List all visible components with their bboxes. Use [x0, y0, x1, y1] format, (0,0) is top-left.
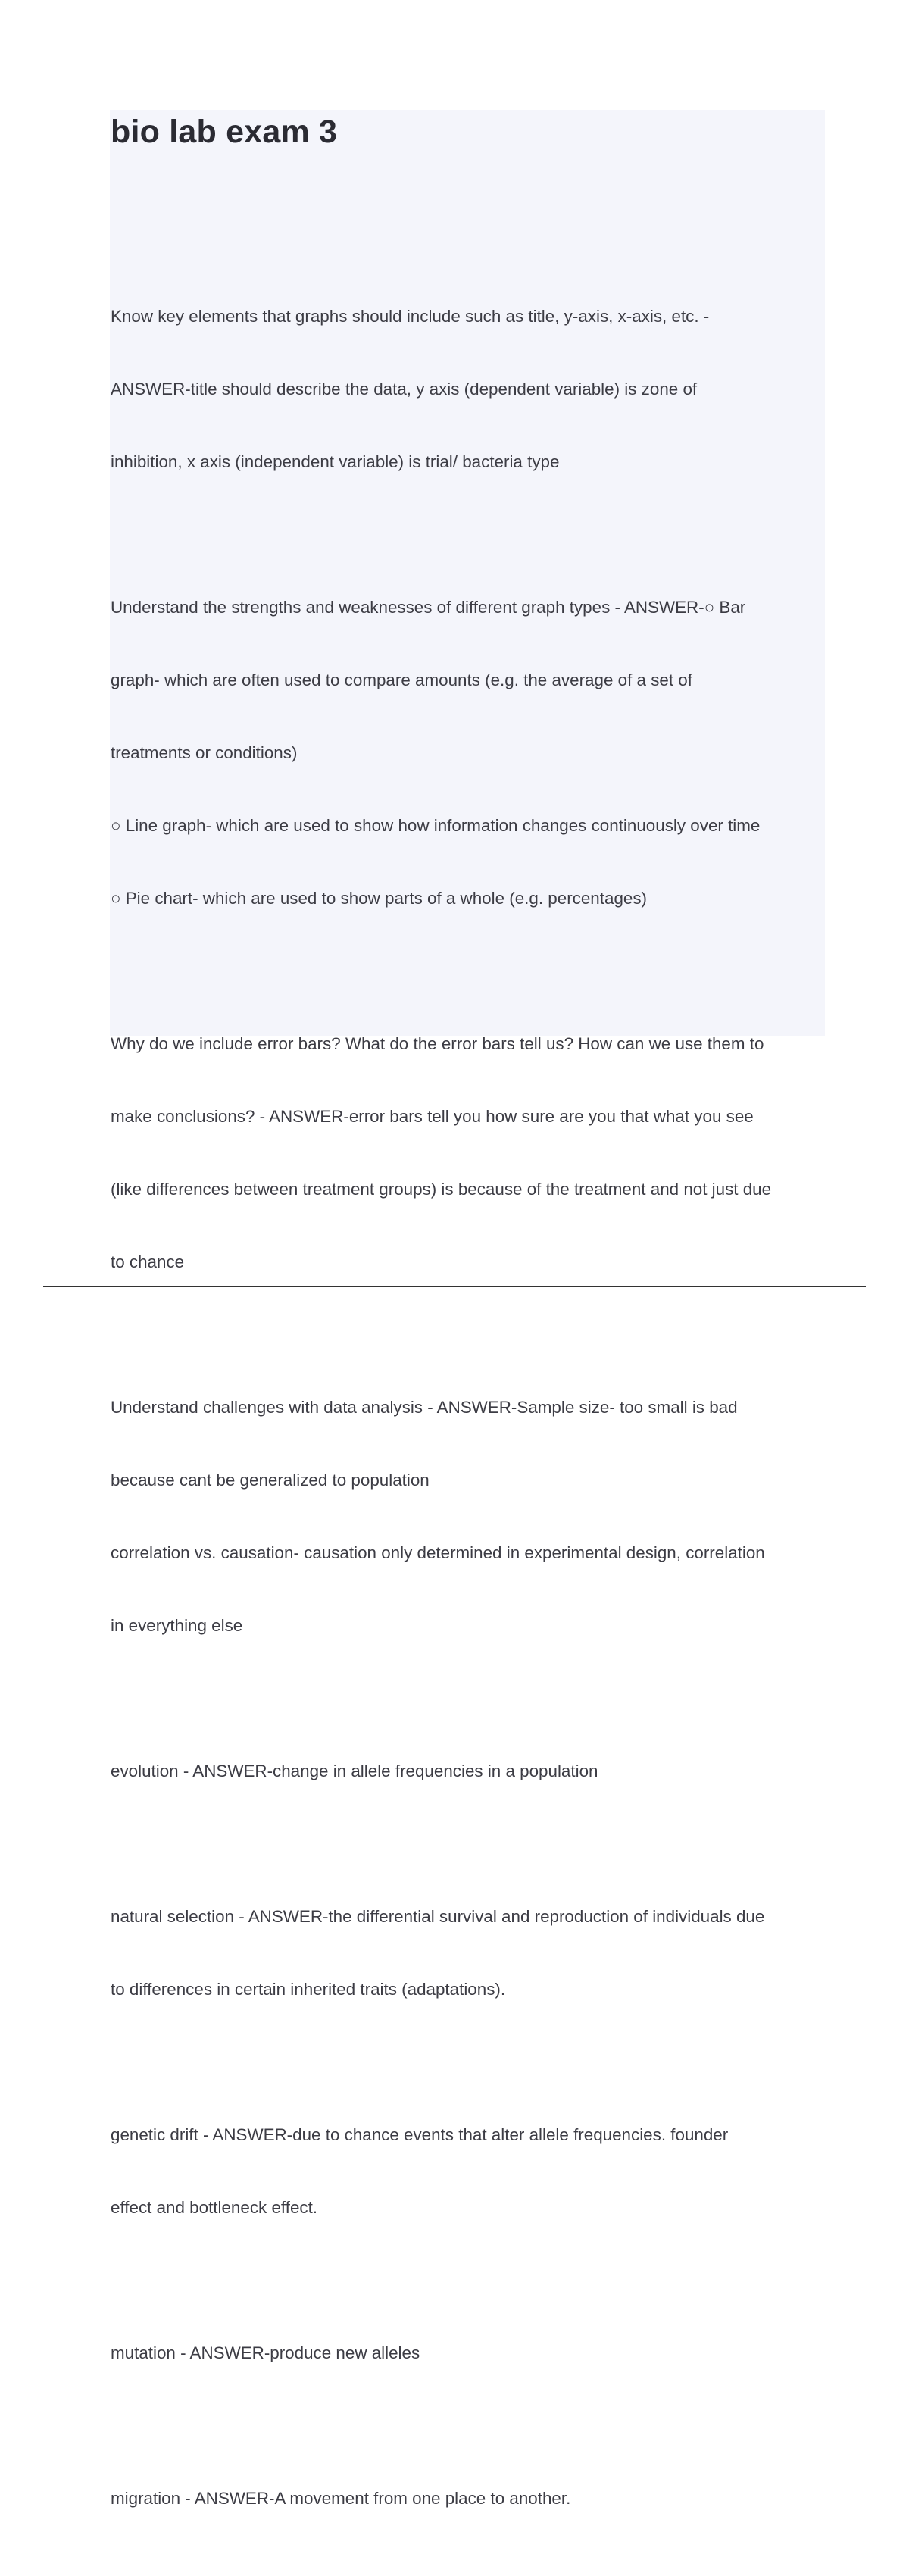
qa-list — [111, 256, 829, 2576]
qa-line: Why do we include error bars? What do the error bars tell us? How can we use them to — [111, 1034, 764, 1053]
qa-line: effect and bottleneck effect. — [111, 2198, 318, 2217]
qa-line: evolution - ANSWER-change in allele frequencies in a population — [111, 1762, 598, 1780]
qa-line: ANSWER-title should describe the data, y axis (dependent variable) is zone of — [111, 380, 698, 399]
qa-item-graph-elements — [111, 256, 829, 523]
qa-item-evolution — [111, 1711, 829, 1832]
qa-line: because cant be generalized to population — [111, 1471, 430, 1490]
qa-line: to differences in certain inherited traits (adaptations). — [111, 1980, 506, 1999]
qa-item-error-bars — [111, 983, 829, 1323]
qa-line: mutation - ANSWER-produce new alleles — [111, 2343, 420, 2362]
qa-line: treatments or conditions) — [111, 743, 298, 762]
qa-line: correlation vs. causation- causation only determined in experimental design, correlation — [111, 1543, 765, 1562]
qa-line: migration - ANSWER-A movement from one place to another. — [111, 2489, 571, 2508]
qa-line: make conclusions? - ANSWER-error bars tell you how sure are you that what you see — [111, 1107, 754, 1126]
qa-line: in everything else — [111, 1616, 243, 1635]
qa-item-migration — [111, 2438, 829, 2559]
qa-line: Understand challenges with data analysis - ANSWER-Sample size- too small is bad — [111, 1398, 738, 1417]
qa-item-mutation — [111, 2293, 829, 2414]
page-title: bio lab exam 3 — [111, 114, 338, 150]
qa-item-genetic-drift — [111, 2074, 829, 2268]
qa-item-natural-selection — [111, 1856, 829, 2050]
qa-line: Understand the strengths and weaknesses of different graph types - ANSWER-○ Bar — [111, 598, 746, 617]
qa-item-data-analysis — [111, 1347, 829, 1687]
qa-line: ○ Line graph- which are used to show how information changes continuously over time — [111, 816, 761, 835]
qa-line: (like differences between treatment groups) is because of the treatment and not just due — [111, 1180, 772, 1199]
qa-line: inhibition, x axis (independent variable) is trial/ bacteria type — [111, 452, 560, 471]
qa-line: genetic drift - ANSWER-due to chance events that alter allele frequencies. founder — [111, 2125, 729, 2144]
qa-line: Know key elements that graphs should include such as title, y-axis, x-axis, etc. - — [111, 307, 710, 326]
qa-line: natural selection - ANSWER-the differential survival and reproduction of individuals due — [111, 1907, 765, 1926]
qa-line: ○ Pie chart- which are used to show parts of a whole (e.g. percentages) — [111, 889, 647, 908]
qa-item-graph-types — [111, 547, 829, 959]
qa-line: graph- which are often used to compare amounts (e.g. the average of a set of — [111, 671, 692, 689]
footer-divider — [43, 1286, 866, 1287]
qa-line: to chance — [111, 1252, 185, 1271]
